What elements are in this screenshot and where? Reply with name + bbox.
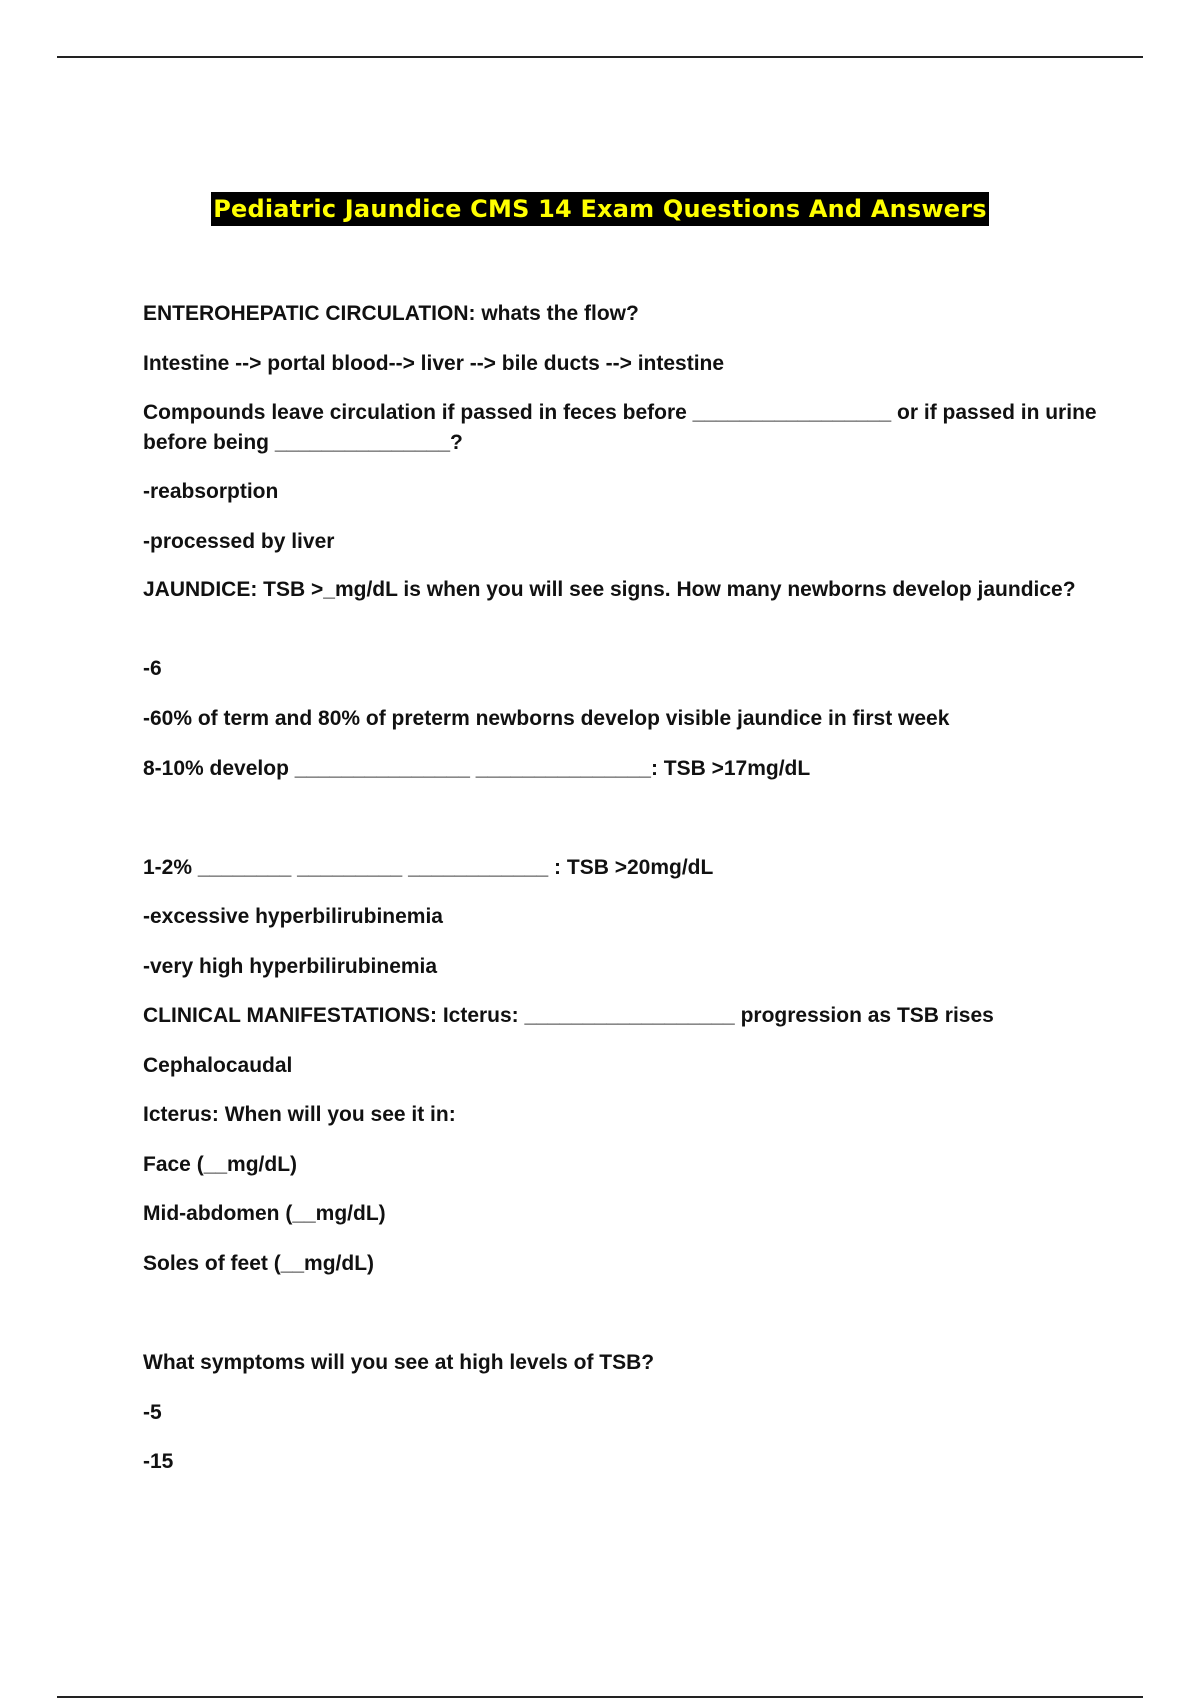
answer-percent-newborns: -60% of term and 80% of preterm newborns develop visible jaundice in first week bbox=[143, 707, 950, 730]
answer-flow: Intestine --> portal blood--> liver --> bile ducts --> intestine bbox=[143, 352, 725, 375]
question-icterus-when: Icterus: When will you see it in: bbox=[143, 1103, 456, 1126]
question-face: Face (__mg/dL) bbox=[143, 1153, 298, 1176]
question-mid-abdomen: Mid-abdomen (__mg/dL) bbox=[143, 1202, 386, 1225]
question-soles: Soles of feet (__mg/dL) bbox=[143, 1252, 375, 1275]
question-clinical-manifestations: CLINICAL MANIFESTATIONS: Icterus: __________________ progression as TSB rises bbox=[143, 1004, 994, 1027]
answer-six: -6 bbox=[143, 657, 162, 680]
question-eight-ten-percent: 8-10% develop _______________ _______________: TSB >17mg/dL bbox=[143, 757, 811, 780]
answer-reabsorption: -reabsorption bbox=[143, 480, 279, 503]
answer-very-high: -very high hyperbilirubinemia bbox=[143, 955, 438, 978]
document-title: Pediatric Jaundice CMS 14 Exam Questions And Answers bbox=[211, 192, 989, 226]
answer-cephalocaudal: Cephalocaudal bbox=[143, 1054, 293, 1077]
answer-five: -5 bbox=[143, 1401, 162, 1424]
bottom-rule bbox=[57, 1696, 1143, 1698]
title-container bbox=[0, 192, 1200, 226]
answer-fifteen: -15 bbox=[143, 1450, 174, 1473]
question-compounds: Compounds leave circulation if passed in feces before _________________ or if passed in urine before being _______________? bbox=[143, 401, 1097, 454]
top-rule bbox=[57, 56, 1143, 58]
question-enterohepatic: ENTEROHEPATIC CIRCULATION: whats the flow? bbox=[143, 302, 639, 325]
answer-excessive: -excessive hyperbilirubinemia bbox=[143, 905, 443, 928]
question-symptoms: What symptoms will you see at high levels of TSB? bbox=[143, 1351, 655, 1374]
question-jaundice: JAUNDICE: TSB >_mg/dL is when you will see signs. How many newborns develop jaundice? bbox=[143, 578, 1076, 601]
answer-processed: -processed by liver bbox=[143, 530, 335, 553]
question-one-two-percent: 1-2% ________ _________ ____________ : TSB >20mg/dL bbox=[143, 856, 714, 879]
